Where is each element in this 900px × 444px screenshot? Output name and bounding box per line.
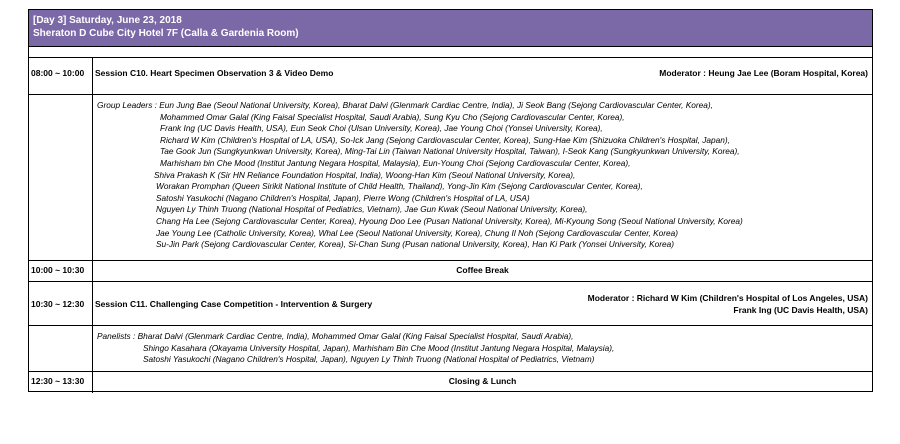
session-title: Session C11. Challenging Case Competition - Intervention & Surgery <box>95 299 373 309</box>
group-leaders-list <box>97 100 743 251</box>
divider <box>29 325 872 326</box>
group-leader-line: Frank Ing (UC Davis Health, USA), Eun Seok Choi (Ulsan University, Korea), Jae Young Choi (Yonsei University, Korea), <box>160 123 603 134</box>
divider <box>29 94 872 95</box>
group-leader-line: Satoshi Yasukochi (Nagano Children's Hospital, Japan), Pierre Wong (Children's Hospital of LA, USA) <box>156 192 530 203</box>
group-leader-line: Su-Jin Park (Sejong Cardiovascular Center, Korea), Si-Chan Sung (Pusan national University, Korea), Han Ki Park (Yonsei University, Korea) <box>156 239 675 250</box>
session-moderator: Moderator : Heung Jae Lee (Boram Hospital, Korea) <box>659 68 868 78</box>
divider <box>29 57 872 58</box>
session-moderator-2: Frank Ing (UC Davis Health, USA) <box>733 305 868 315</box>
panelist-line: Panelists : Bharat Dalvi (Glenmark Cardiac Centre, India), Mohammed Omar Galal (King Faisal Specialist Hospital, Saudi Arabia), <box>97 331 574 341</box>
group-leader-line: Worakan Promphan (Queen Sirikit National Institute of Child Health, Thailand), Yong-Jin Kim (Sejong Cardiovascular Center, Korea), <box>156 181 643 192</box>
time-column-divider <box>92 57 93 393</box>
session-title: Session C10. Heart Specimen Observation 3 & Video Demo <box>95 68 334 78</box>
group-leader-line: Shiva Prakash K (Sir HN Reliance Foundation Hospital, India), Woong-Han Kim (Seoul National University, Korea), <box>154 169 576 180</box>
session-moderator: Moderator : Richard W Kim (Children's Hospital of Los Angeles, USA) <box>587 293 868 303</box>
group-leader-line: Group Leaders : Eun Jung Bae (Seoul National University, Korea), Bharat Dalvi (Glenmark Cardiac Centre, India), Ji Seok Bang (Sejong Cardiovascular Center, Korea), <box>97 100 713 110</box>
session-time: 08:00 ~ 10:00 <box>31 68 85 78</box>
day-header <box>29 10 872 46</box>
panelists-list <box>97 331 614 366</box>
group-leader-line: Nguyen Ly Thinh Truong (National Hospital of Pediatrics, Vietnam), Jae Gun Kwak (Seoul National University, Korea), <box>156 204 588 215</box>
divider <box>29 260 872 261</box>
venue-title: Sheraton D Cube City Hotel 7F (Calla & Gardenia Room) <box>33 28 299 39</box>
group-leader-line: Richard W Kim (Children's Hospital of LA, USA), So-Ick Jang (Sejong Cardiovascular Center, Korea), Sung-Hae Kim (Shizuoka Children's Hospital, Japan), <box>160 134 730 145</box>
panelist-line: Shingo Kasahara (Okayama University Hospital, Japan), Marhisham Bin Che Mood (Institut Jantung Negara Hospital, Malaysia), <box>143 342 615 353</box>
group-leader-line: Tae Gook Jun (Sungkyunkwan University, Korea), Ming-Tai Lin (Taiwan National University Hospital, Taiwan), I-Seok Kang (Sungkyunkwan University, Korea), <box>160 146 740 157</box>
group-leader-line: Mohammed Omar Galal (King Faisal Specialist Hospital, Saudi Arabia), Sung Kyu Cho (Sejong Cardiovascular Center, Korea), <box>160 111 625 122</box>
divider <box>29 371 872 372</box>
group-leader-line: Jae Young Lee (Catholic University, Korea), Whal Lee (Seoul National University, Korea), Chung Il Noh (Sejong Cardiovascular Center, Korea) <box>156 227 679 238</box>
schedule-table <box>28 9 873 392</box>
panelist-line: Satoshi Yasukochi (Nagano Children's Hospital, Japan), Nguyen Ly Thinh Truong (National Hospital of Pediatrics, Vietnam) <box>143 354 595 365</box>
divider <box>29 46 872 47</box>
session-time: 12:30 ~ 13:30 <box>31 376 85 386</box>
closing-title: Closing & Lunch <box>448 376 517 386</box>
group-leader-line: Chang Ha Lee (Sejong Cardiovascular Center, Korea), Hyoung Doo Lee (Pusan National University, Korea), Mi-Kyoung Song (Seoul National University, Korea) <box>156 215 743 226</box>
break-title: Coffee Break <box>456 265 509 275</box>
session-time: 10:00 ~ 10:30 <box>31 265 85 275</box>
day-title: [Day 3] Saturday, June 23, 2018 <box>33 15 182 26</box>
divider <box>29 281 872 282</box>
group-leader-line: Marhisham bin Che Mood (Institut Jantung Negara Hospital, Malaysia), Eun-Young Choi (Sejong Cardiovascular Center, Korea), <box>160 157 631 168</box>
session-time: 10:30 ~ 12:30 <box>31 299 85 309</box>
